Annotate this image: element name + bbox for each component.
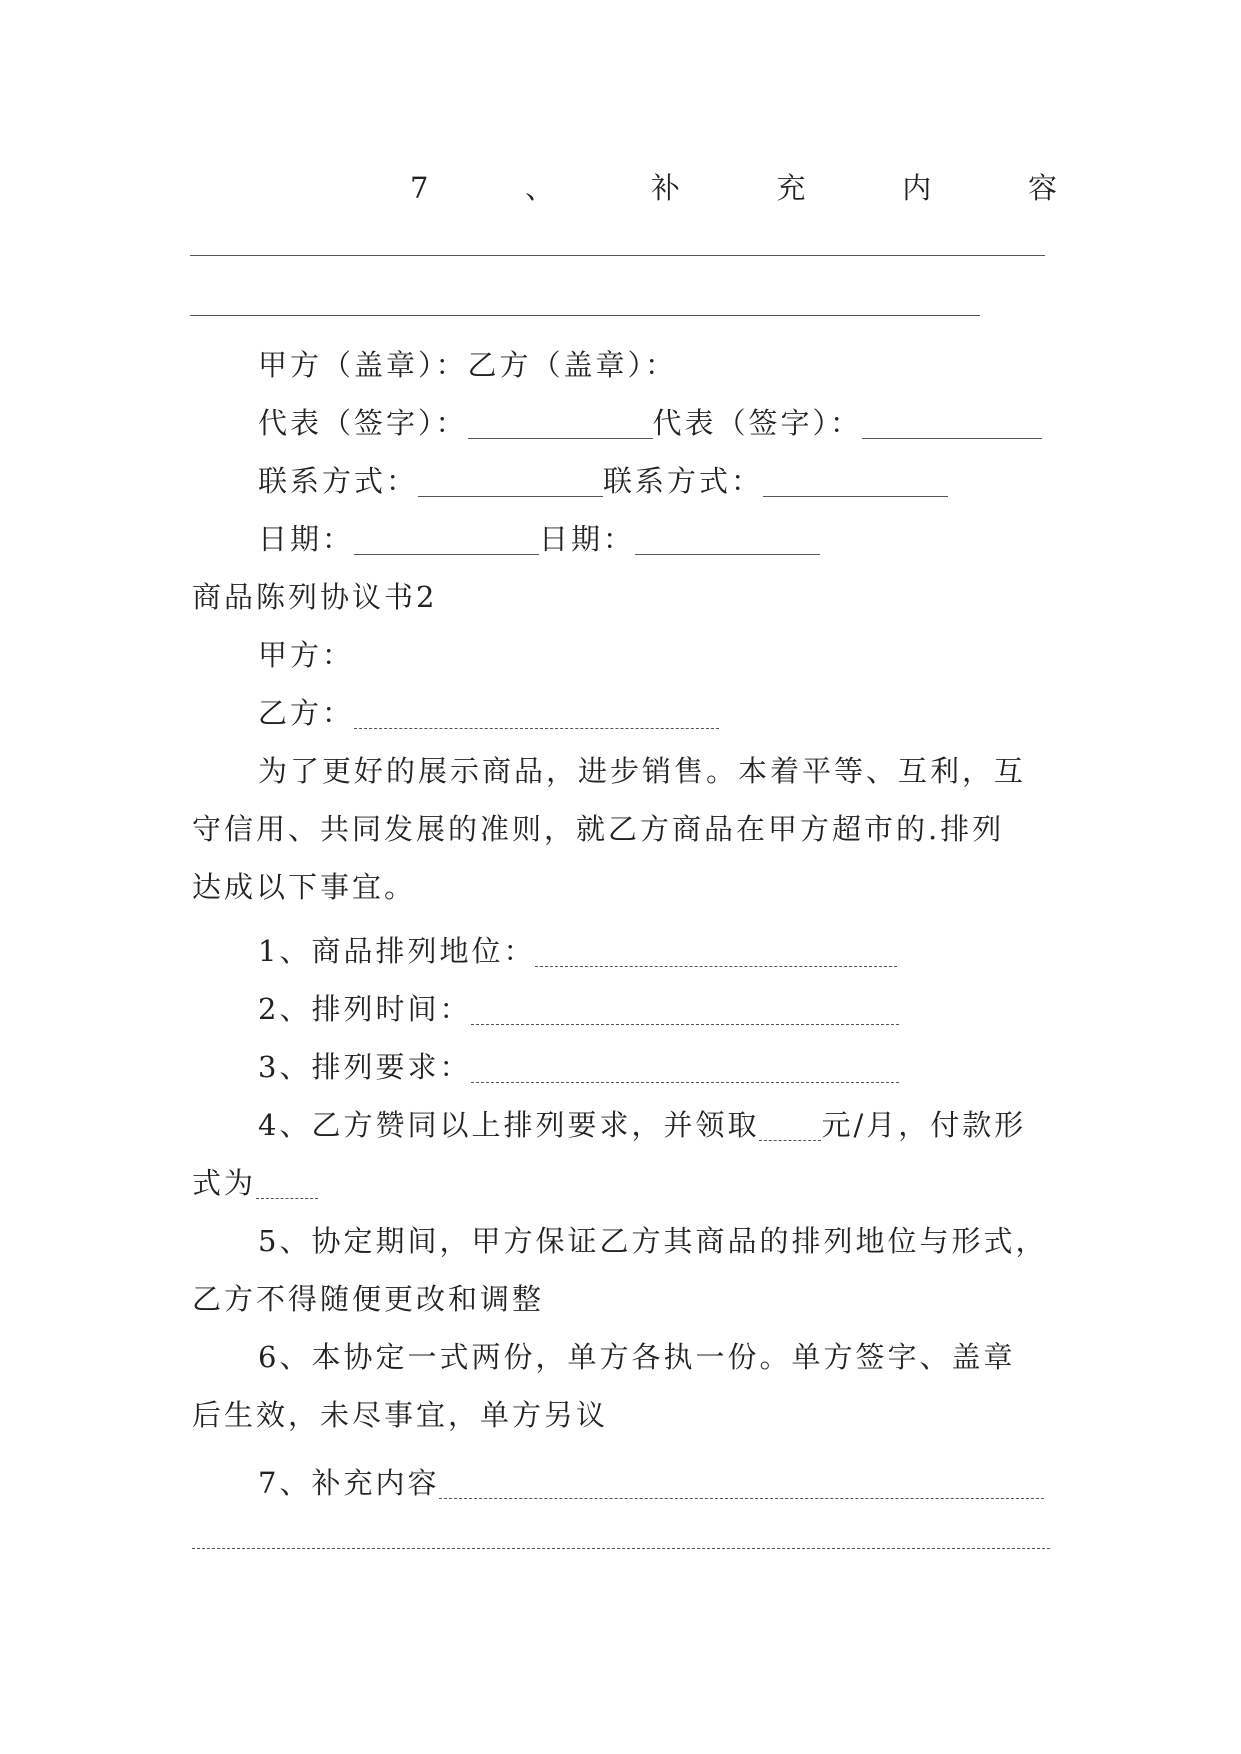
rep-a-label: 代表（签字）： [258,406,468,440]
heading-char: 充 [776,171,809,205]
representative-line [258,405,1042,441]
contact-a-label: 联系方式： [258,464,419,498]
party-a-seal-label: 甲方（盖章）： [258,348,468,382]
rep-b-blank [862,410,1042,439]
rep-b-label: 代表（签字）： [652,406,863,440]
date-b-label: 日期： [539,522,636,556]
clause-2-blank [471,996,899,1025]
clause-3-label: 3、排列要求： [258,1050,472,1084]
clause-2 [258,991,899,1027]
party-a-label: 甲方： [258,638,355,672]
heading-char: 补 [650,171,683,205]
intro-line-3: 达成以下事宜。 [192,870,417,904]
heading-char: 、 [525,171,558,205]
clause-4-payment-blank [256,1170,318,1199]
clause-3-blank [471,1054,899,1083]
clause-1-blank [535,938,897,967]
party-b-seal-label: 乙方（盖章）： [467,348,678,382]
clause-4-line-1 [258,1107,1026,1143]
party-b-line [258,695,719,731]
fill-line [190,315,980,316]
clause-4-amount-blank [759,1112,821,1141]
clause-7-label: 7、补充内容 [258,1466,440,1500]
clause-2-label: 2、排列时间： [258,992,472,1026]
intro-line-1: 为了更好的展示商品，进步销售。本着平等、互利，互 [258,754,1027,788]
clause-6-line-2: 后生效，未尽事宜，单方另议 [192,1398,609,1432]
clause-4-text-b: 元/月，付款形 [821,1108,1027,1142]
contact-b-label: 联系方式： [603,464,764,498]
clause-5-line-1: 5、协定期间，甲方保证乙方其商品的排列地位与形式， [258,1224,1048,1258]
clause-5-line-2: 乙方不得随便更改和调整 [192,1282,545,1316]
contact-line [258,463,948,499]
intro-line-2: 守信用、共同发展的准则，就乙方商品在甲方超市的.排列 [192,812,1005,846]
document-title: 商品陈列协议书2 [192,580,438,614]
clause-4-text-a: 4、乙方赞同以上排列要求，并领取 [258,1108,760,1142]
contact-a-blank [418,468,603,497]
clause-7-continuation-blank [192,1548,1050,1549]
fill-line [190,255,1045,256]
contact-b-blank [763,468,948,497]
date-a-blank [354,526,539,555]
date-line [258,521,820,557]
party-b-blank [354,700,719,729]
rep-a-blank [468,410,653,439]
supplement-heading [410,170,1060,206]
clause-7 [258,1465,1044,1501]
party-b-label: 乙方： [258,696,355,730]
heading-char: 容 [1027,171,1060,205]
date-b-blank [635,526,820,555]
clause-3 [258,1049,899,1085]
heading-char: 7 [410,171,432,205]
clause-4-line-2 [192,1165,318,1201]
heading-char: 内 [902,171,935,205]
clause-1-label: 1、商品排列地位： [258,934,536,968]
clause-7-blank [439,1470,1044,1499]
clause-6-line-1: 6、本协定一式两份，单方各执一份。单方签字、盖章 [258,1340,1016,1374]
seal-line [258,347,677,383]
date-a-label: 日期： [258,522,355,556]
clause-1 [258,933,897,969]
clause-4-text-c: 式为 [192,1166,257,1200]
